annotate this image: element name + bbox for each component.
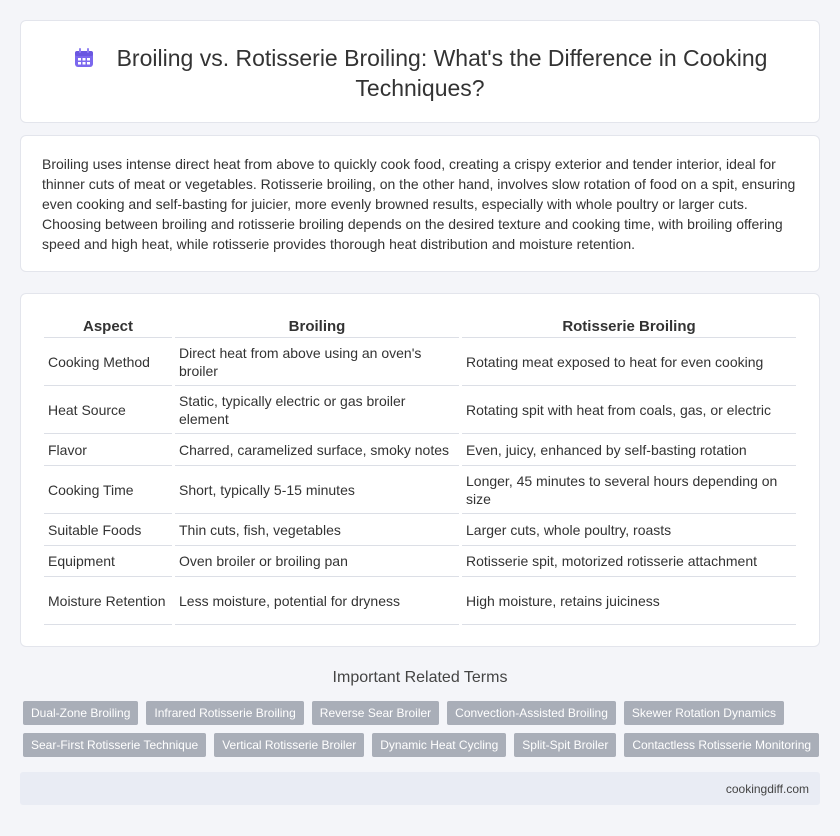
tag-dual-zone-broiling[interactable]: Dual-Zone Broiling	[23, 701, 138, 725]
table-row	[44, 577, 796, 625]
tag-split-spit-broiler[interactable]: Split-Spit Broiler	[514, 733, 616, 757]
tag-sear-first-rotisserie-technique[interactable]: Sear-First Rotisserie Technique	[23, 733, 206, 757]
table-cell-aspect: Moisture Retention	[44, 577, 172, 625]
table-cell-broiling: Short, typically 5-15 minutes	[175, 466, 459, 514]
table-row	[44, 546, 796, 577]
table-cell-rotisserie: Rotating spit with heat from coals, gas, or electric	[462, 386, 796, 434]
tag-contactless-rotisserie-monitoring[interactable]: Contactless Rotisserie Monitoring	[624, 733, 819, 757]
table-cell-broiling: Thin cuts, fish, vegetables	[175, 514, 459, 546]
table-cell-aspect: Cooking Method	[44, 338, 172, 386]
column-header-broiling: Broiling	[175, 312, 459, 338]
table-row	[44, 466, 796, 514]
page-title-text: Broiling vs. Rotisserie Broiling: What's the Difference in Cooking Techniques?	[116, 45, 768, 101]
tag-infrared-rotisserie-broiling[interactable]: Infrared Rotisserie Broiling	[146, 701, 303, 725]
table-cell-rotisserie: Longer, 45 minutes to several hours depending on size	[462, 466, 796, 514]
table-cell-broiling: Oven broiler or broiling pan	[175, 546, 459, 577]
table-header-row	[44, 312, 796, 338]
table-row	[44, 514, 796, 546]
related-terms-tags	[23, 701, 823, 765]
related-terms-heading: Important Related Terms	[332, 669, 508, 686]
calendar-icon	[73, 47, 95, 69]
tag-row-1	[23, 701, 823, 725]
tag-skewer-rotation-dynamics[interactable]: Skewer Rotation Dynamics	[624, 701, 784, 725]
table-cell-rotisserie: Larger cuts, whole poultry, roasts	[462, 514, 796, 546]
table-cell-rotisserie: Rotating meat exposed to heat for even cooking	[462, 338, 796, 386]
tag-dynamic-heat-cycling[interactable]: Dynamic Heat Cycling	[372, 733, 506, 757]
comparison-table-card	[20, 293, 820, 647]
title-card	[20, 20, 820, 123]
table-cell-aspect: Cooking Time	[44, 466, 172, 514]
table-row	[44, 386, 796, 434]
footer-site-link[interactable]: cookingdiff.com	[725, 782, 809, 796]
table-cell-broiling: Less moisture, potential for dryness	[175, 577, 459, 625]
page-title	[41, 43, 799, 103]
tag-row-2	[23, 733, 823, 757]
table-row	[44, 338, 796, 386]
table-cell-broiling: Static, typically electric or gas broiler element	[175, 386, 459, 434]
intro-card	[20, 135, 820, 272]
tag-vertical-rotisserie-broiler[interactable]: Vertical Rotisserie Broiler	[214, 733, 364, 757]
table-cell-aspect: Equipment	[44, 546, 172, 577]
table-cell-rotisserie: Even, juicy, enhanced by self-basting rotation	[462, 434, 796, 466]
intro-paragraph: Broiling uses intense direct heat from above to quickly cook food, creating a crispy exterior and tender interior, ideal for thinner cuts of meat or vegetables. Rotisserie broiling, on the other hand, involves slow rotation of food on a spit, ensuring even cooking and self-basting for juicier, more evenly browned results, especially with whole poultry or larger cuts. Choosing between broiling and rotisserie broiling depends on the desired texture and cooking time, with broiling offering speed and high heat, while rotisserie provides thorough heat distribution and moisture retention.	[42, 156, 796, 252]
table-cell-rotisserie: Rotisserie spit, motorized rotisserie attachment	[462, 546, 796, 577]
comparison-table	[41, 312, 799, 625]
table-cell-broiling: Charred, caramelized surface, smoky notes	[175, 434, 459, 466]
tag-convection-assisted-broiling[interactable]: Convection-Assisted Broiling	[447, 701, 616, 725]
column-header-rotisserie: Rotisserie Broiling	[462, 312, 796, 338]
footer	[20, 772, 820, 805]
table-cell-rotisserie: High moisture, retains juiciness	[462, 577, 796, 625]
tag-reverse-sear-broiler[interactable]: Reverse Sear Broiler	[312, 701, 439, 725]
column-header-aspect: Aspect	[44, 312, 172, 338]
table-cell-aspect: Suitable Foods	[44, 514, 172, 546]
table-cell-aspect: Flavor	[44, 434, 172, 466]
table-cell-aspect: Heat Source	[44, 386, 172, 434]
table-cell-broiling: Direct heat from above using an oven's broiler	[175, 338, 459, 386]
table-row	[44, 434, 796, 466]
